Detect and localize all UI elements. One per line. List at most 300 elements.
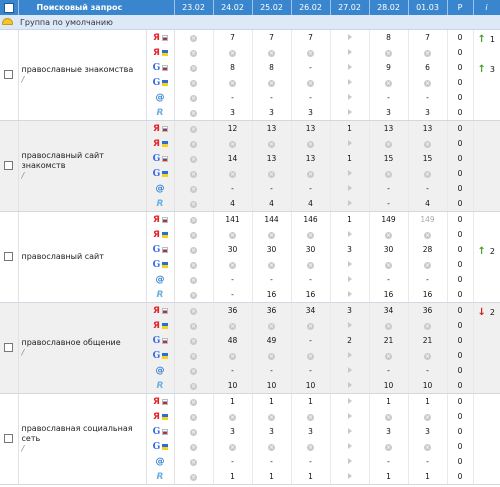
p-value: 0 [457,336,463,345]
p-value: 0 [457,260,463,269]
engine-label [147,227,174,242]
position-value: - [426,366,429,375]
query-text: православный сайт [21,252,104,261]
position-value: - [387,275,390,284]
group-row[interactable] [0,15,500,30]
p-value: 0 [457,381,463,390]
not-found-icon: × [308,231,314,239]
not-found-icon: × [191,307,197,315]
not-found-icon: × [230,443,236,451]
flag-ru-icon [162,308,168,314]
play-icon [348,140,352,146]
not-found-icon: × [191,94,197,102]
engine-label [147,424,174,439]
p-cell [447,394,473,485]
not-found-icon: × [191,276,197,284]
date-header[interactable]: 27.02 [330,0,369,15]
not-found-icon: × [230,322,236,330]
play-icon [348,170,352,176]
position-value: - [309,366,312,375]
flag-ru-icon [162,35,168,41]
play-icon [348,458,352,464]
position-value: 149 [420,215,435,224]
position-cell [330,212,369,303]
p-value: 0 [457,427,463,436]
position-value: - [270,184,273,193]
query-text: православный сайт знакомств [21,151,104,170]
play-icon [348,109,352,115]
yandex-icon: Я [153,139,160,149]
position-cell [213,394,252,485]
mail-icon: @ [155,366,165,376]
query-row [0,212,500,303]
flag-ua-icon [162,353,168,359]
google-icon: G [152,427,161,437]
row-checkbox[interactable] [4,343,13,352]
position-cell [213,303,252,394]
flag-ua-icon [162,414,168,420]
row-checkbox[interactable] [4,434,13,443]
edit-query-link[interactable]: / [21,348,25,357]
not-found-icon: × [269,170,275,178]
engine-cell [146,212,174,303]
dynamics-cell [473,212,500,303]
p-value: 0 [457,48,463,57]
position-value: 1 [308,397,313,406]
not-found-icon: × [191,291,197,299]
position-value: 30 [266,245,277,254]
engine-label [147,287,174,302]
engine-label [147,166,174,181]
flag-ua-icon [162,232,168,238]
not-found-icon: × [269,49,275,57]
play-icon [348,291,352,297]
play-icon [348,473,352,479]
play-icon [348,367,352,373]
mail-icon: @ [155,275,165,285]
mail-icon: @ [155,93,165,103]
not-found-icon: × [269,352,275,360]
engine-label [147,439,174,454]
engine-label [147,318,174,333]
not-found-icon: × [191,382,197,390]
p-value: 0 [457,154,463,163]
position-cell [330,303,369,394]
position-value: - [231,93,234,102]
position-value: 13 [266,154,277,163]
position-cell [408,394,447,485]
not-found-icon: × [230,49,236,57]
flag-ua-icon [162,50,168,56]
p-value: 0 [457,457,463,466]
not-found-icon: × [191,352,197,360]
position-value: 15 [383,154,394,163]
p-value: 0 [457,412,463,421]
p-value: 0 [457,442,463,451]
not-found-icon: × [425,413,431,421]
not-found-icon: × [191,367,197,375]
engine-label [147,212,174,227]
position-value: 1 [347,124,352,133]
row-checkbox-cell [0,121,18,212]
dynamics-value: 1 [489,35,495,44]
yandex-icon: Я [153,412,160,422]
play-icon [348,382,352,388]
position-cell [213,121,252,212]
position-cell [291,30,330,121]
position-cell [291,303,330,394]
play-icon [348,428,352,434]
date-header[interactable]: 24.02 [213,0,252,15]
date-header[interactable]: 26.02 [291,0,330,15]
not-found-icon: × [425,322,431,330]
flag-ru-icon [162,65,168,71]
p-value: 0 [457,108,463,117]
flag-ru-icon [162,126,168,132]
dynamics-column-header: i [473,0,500,15]
position-value: 1 [425,397,430,406]
position-value: 16 [383,290,394,299]
query-cell [18,394,146,485]
engine-label [147,45,174,60]
position-value: 36 [266,306,277,315]
position-value: 28 [422,245,433,254]
not-found-icon: × [191,261,197,269]
p-value: 0 [457,397,463,406]
play-icon [348,352,352,358]
google-icon: G [152,78,161,88]
arrow-down-icon: ↓ [477,307,486,318]
position-cell [291,394,330,485]
play-icon [348,200,352,206]
p-value: 0 [457,63,463,72]
not-found-icon: × [191,64,197,72]
position-cell [252,394,291,485]
dynamics-indicator [478,34,499,45]
flag-ru-icon [162,247,168,253]
not-found-icon: × [191,428,197,436]
position-cell [291,212,330,303]
row-checkbox-cell [0,303,18,394]
not-found-icon: × [230,231,236,239]
date-header[interactable]: 28.02 [369,0,408,15]
position-value: - [387,184,390,193]
not-found-icon: × [230,79,236,87]
position-cell [174,303,213,394]
position-value: 7 [425,33,430,42]
position-cell [330,30,369,121]
query-row [0,30,500,121]
play-icon [348,79,352,85]
engine-label [147,394,174,409]
position-cell [252,212,291,303]
not-found-icon: × [308,261,314,269]
position-value: 21 [383,336,394,345]
dynamics-value: 3 [489,65,495,74]
google-icon: G [152,442,161,452]
arrow-up-icon: ↑ [477,246,486,257]
p-value: 0 [457,33,463,42]
position-cell [330,121,369,212]
group-name: Группа по умолчанию [20,17,113,27]
position-value: 16 [422,290,433,299]
not-found-icon: × [269,140,275,148]
google-icon: G [152,169,161,179]
position-value: 1 [230,397,235,406]
p-cell [447,121,473,212]
position-value: - [231,290,234,299]
position-value: 1 [308,472,313,481]
not-found-icon: × [425,79,431,87]
p-value: 0 [457,124,463,133]
not-found-icon: × [191,413,197,421]
engine-cell [146,394,174,485]
row-checkbox[interactable] [4,161,13,170]
flag-ua-icon [162,323,168,329]
not-found-icon: × [386,170,392,178]
position-value: - [387,93,390,102]
position-value: 6 [425,63,430,72]
query-row [0,121,500,212]
rambler-icon: R [156,381,164,391]
dynamics-value: 2 [489,247,495,256]
yandex-icon: Я [153,215,160,225]
engine-label [147,60,174,75]
not-found-icon: × [386,322,392,330]
position-value: 4 [269,199,274,208]
position-value: 8 [269,63,274,72]
flag-ru-icon [162,429,168,435]
position-value: - [270,93,273,102]
engine-label [147,181,174,196]
position-cell [174,121,213,212]
position-value: 146 [303,215,318,224]
play-icon [348,413,352,419]
position-cell [369,30,408,121]
dynamics-cell [473,303,500,394]
position-value: 30 [305,245,316,254]
engine-label [147,409,174,424]
position-value: 4 [308,199,313,208]
query-row [0,394,500,485]
not-found-icon: × [269,79,275,87]
not-found-icon: × [230,413,236,421]
position-cell [174,394,213,485]
position-cell [252,303,291,394]
header-row [0,0,500,15]
position-value: 30 [227,245,238,254]
not-found-icon: × [191,473,197,481]
date-header[interactable]: 25.02 [252,0,291,15]
p-value: 0 [457,472,463,481]
position-value: 3 [386,108,391,117]
not-found-icon: × [386,261,392,269]
p-value: 0 [457,184,463,193]
google-icon: G [152,154,161,164]
engine-label [147,90,174,105]
flag-ua-icon [162,262,168,268]
position-value: 3 [347,245,352,254]
p-value: 0 [457,366,463,375]
not-found-icon: × [425,170,431,178]
arrow-up-icon: ↑ [477,34,486,45]
position-value: - [387,457,390,466]
not-found-icon: × [191,200,197,208]
not-found-icon: × [269,261,275,269]
position-value: 16 [305,290,316,299]
play-icon [348,261,352,267]
p-value: 0 [457,169,463,178]
position-cell [369,303,408,394]
p-value: 0 [457,139,463,148]
date-header[interactable]: 01.03 [408,0,447,15]
not-found-icon: × [386,231,392,239]
not-found-icon: × [191,231,197,239]
position-value: 48 [227,336,238,345]
flag-ua-icon [162,444,168,450]
query-column-header[interactable]: Поисковый запрос [18,0,174,15]
position-value: 1 [386,397,391,406]
position-value: 8 [386,33,391,42]
position-value: 1 [347,154,352,163]
not-found-icon: × [191,170,197,178]
position-value: 3 [230,427,235,436]
google-icon: G [152,63,161,73]
rambler-icon: R [156,472,164,482]
dynamics-cell [473,394,500,485]
google-icon: G [152,336,161,346]
engine-label [147,363,174,378]
position-value: 21 [422,336,433,345]
flag-ru-icon [162,217,168,223]
not-found-icon: × [425,443,431,451]
position-cell [213,30,252,121]
position-value: 16 [266,290,277,299]
position-value: 1 [269,472,274,481]
position-value: - [309,457,312,466]
position-value: 10 [422,381,433,390]
yandex-icon: Я [153,33,160,43]
not-found-icon: × [191,34,197,42]
p-value: 0 [457,93,463,102]
not-found-icon: × [269,322,275,330]
edit-query-link[interactable]: / [21,171,25,180]
engine-cell [146,303,174,394]
position-value: - [426,93,429,102]
play-icon [348,322,352,328]
p-cell [447,212,473,303]
engine-label [147,136,174,151]
position-value: 36 [227,306,238,315]
not-found-icon: × [269,413,275,421]
not-found-icon: × [386,49,392,57]
position-value: 3 [308,427,313,436]
play-icon [348,276,352,282]
edit-query-link[interactable]: / [21,75,25,84]
engine-label [147,121,174,136]
date-header[interactable]: 23.02 [174,0,213,15]
row-checkbox[interactable] [4,70,13,79]
not-found-icon: × [386,79,392,87]
position-value: - [231,184,234,193]
not-found-icon: × [230,352,236,360]
edit-query-link[interactable]: / [21,444,25,453]
engine-label [147,196,174,211]
position-value: - [270,457,273,466]
position-cell [369,212,408,303]
not-found-icon: × [308,170,314,178]
not-found-icon: × [308,79,314,87]
google-icon: G [152,351,161,361]
query-text: православная социальная сеть [21,424,133,443]
position-value: - [309,184,312,193]
position-value: 3 [269,427,274,436]
row-checkbox[interactable] [4,252,13,261]
not-found-icon: × [425,49,431,57]
not-found-icon: × [191,398,197,406]
engine-label [147,378,174,393]
not-found-icon: × [191,216,197,224]
position-value: 13 [383,124,394,133]
position-value: 4 [425,199,430,208]
yandex-icon: Я [153,48,160,58]
p-value: 0 [457,230,463,239]
engine-label [147,242,174,257]
not-found-icon: × [191,185,197,193]
position-value: 7 [269,33,274,42]
position-value: 1 [269,397,274,406]
not-found-icon: × [386,140,392,148]
play-icon [348,398,352,404]
query-cell [18,30,146,121]
arrow-up-icon: ↑ [477,64,486,75]
position-cell [369,121,408,212]
position-value: 10 [305,381,316,390]
position-value: 34 [305,306,316,315]
engine-label [147,303,174,318]
position-value: 3 [269,108,274,117]
rambler-icon: R [156,199,164,209]
query-cell [18,121,146,212]
position-value: 2 [347,336,352,345]
not-found-icon: × [191,79,197,87]
flag-ru-icon [162,338,168,344]
p-value: 0 [457,199,463,208]
engine-label [147,454,174,469]
p-value: 0 [457,245,463,254]
folder-icon [2,18,13,25]
not-found-icon: × [425,261,431,269]
position-value: - [231,457,234,466]
engine-label [147,151,174,166]
position-value: - [231,366,234,375]
p-value: 0 [457,290,463,299]
position-value: - [387,199,390,208]
not-found-icon: × [191,155,197,163]
engine-label [147,257,174,272]
position-value: 3 [425,427,430,436]
position-cell [369,394,408,485]
select-all-checkbox[interactable] [0,0,18,15]
not-found-icon: × [191,337,197,345]
position-value: 3 [386,427,391,436]
position-cell [408,212,447,303]
position-value: 7 [230,33,235,42]
not-found-icon: × [386,352,392,360]
position-cell [408,303,447,394]
row-checkbox-cell [0,30,18,121]
position-value: - [309,336,312,345]
